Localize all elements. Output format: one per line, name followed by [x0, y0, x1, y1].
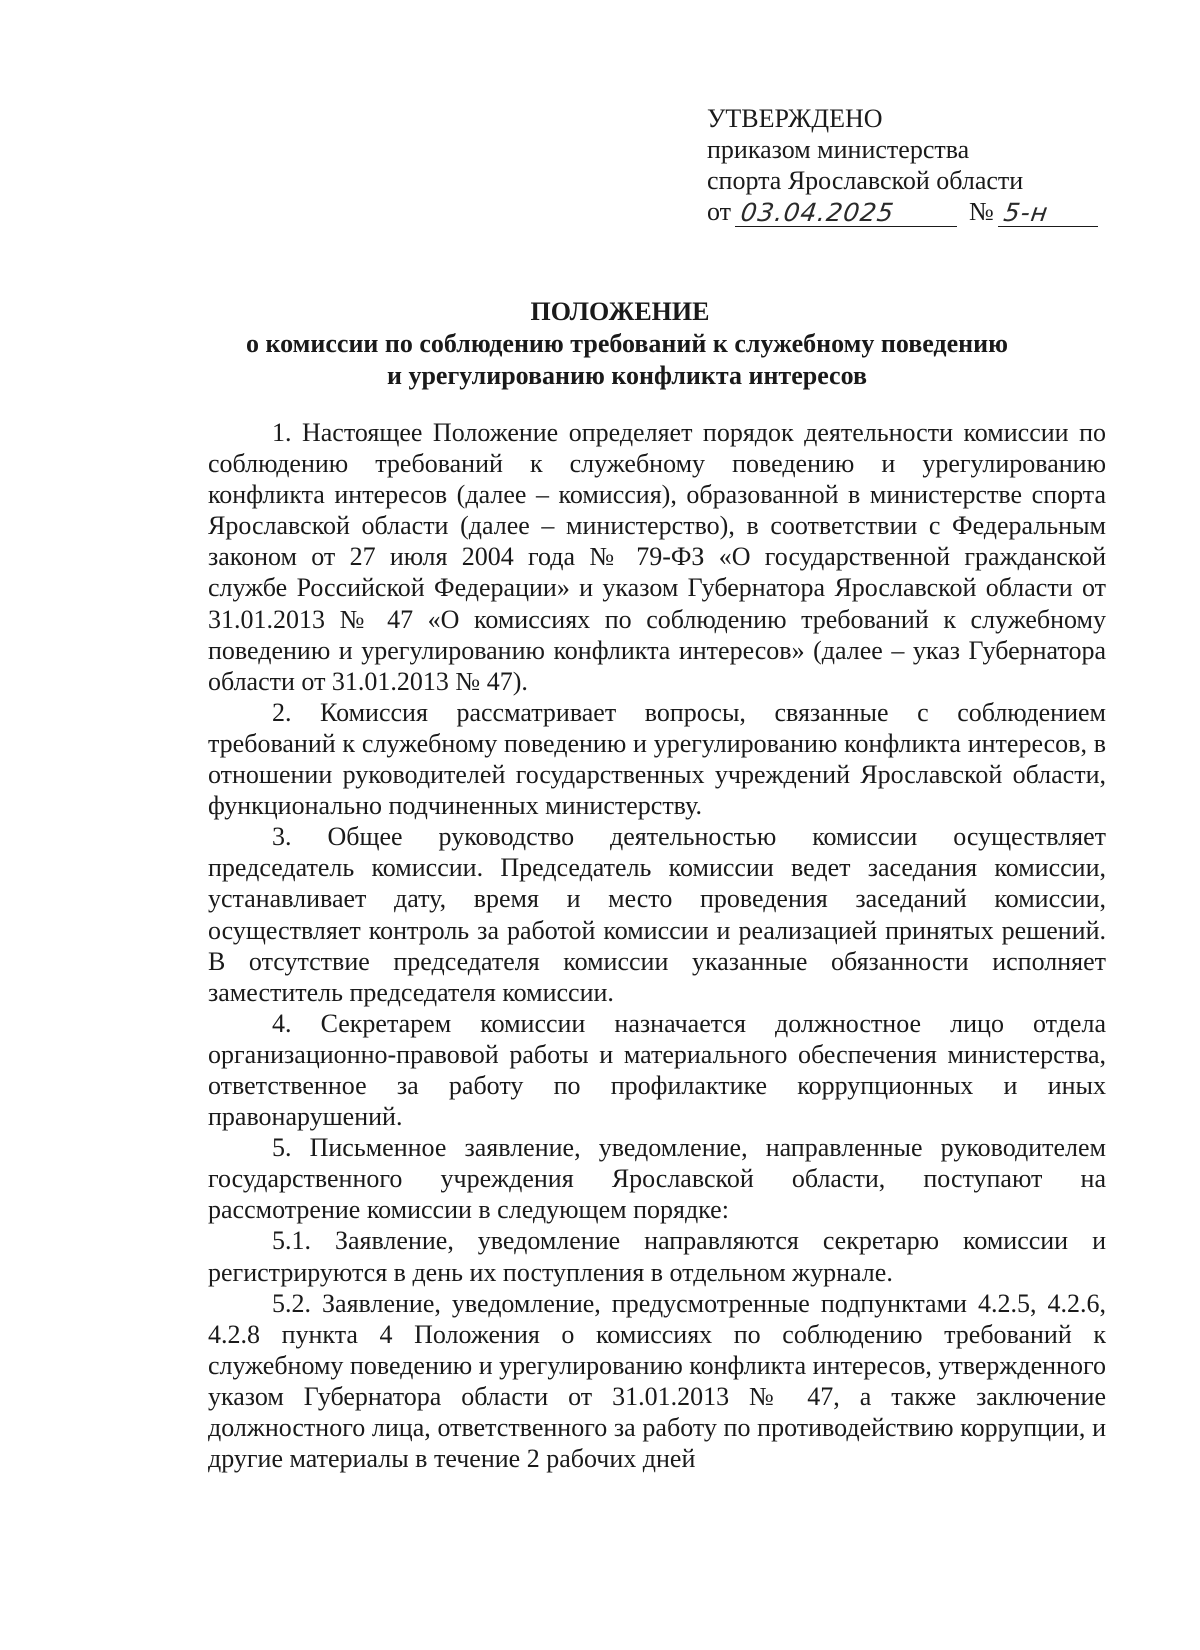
document-body: [208, 417, 1106, 1474]
handwritten-number: 5-н: [1001, 198, 1051, 227]
handwritten-date: 03.04.2025: [738, 198, 897, 227]
title-main: ПОЛОЖЕНИЕ: [530, 297, 710, 326]
paragraph-5-2: 5.2. Заявление, уведомление, предусмотренные подпунктами 4.2.5, 4.2.6, 4.2.8 пункта 4 Положения о комиссиях по соблюдению требований к служебному поведению и урегулированию конфликта интересов, утвержденного указом Губернатора области от 31.01.2013 № 47, а также заключение должностного лица, ответственного за работу по противодействию коррупции, и другие материалы в течение 2 рабочих дней: [208, 1288, 1106, 1474]
paragraph-4: 4. Секретарем комиссии назначается должностное лицо отдела организационно-правовой работы и материального обеспечения министерства, ответственное за работу по профилактике коррупционных и иных правонарушений.: [208, 1008, 1106, 1132]
paragraph-1: 1. Настоящее Положение определяет порядок деятельности комиссии по соблюдению требований к служебному поведению и урегулированию конфликта интересов (далее – комиссия), образованной в министерстве спорта Ярославской области (далее – министерство), в соответствии с Федеральным законом от 27 июля 2004 года № 79-ФЗ «О государственной гражданской службе Российской Федерации» и указом Губернатора Ярославской области от 31.01.2013 № 47 «О комиссиях по соблюдению требований к служебному поведению и урегулированию конфликта интересов» (далее – указ Губернатора области от 31.01.2013 № 47).: [208, 418, 1106, 696]
date-prefix: от: [707, 197, 732, 226]
approval-heading: УТВЕРЖДЕНО: [707, 104, 883, 133]
paragraph-2: 2. Комиссия рассматривает вопросы, связанные с соблюдением требований к служебному поведению и урегулированию конфликта интересов, в отношении руководителей государственных учреждений Ярославской области, функционально подчиненных министерству.: [208, 697, 1106, 821]
document-title: [0, 296, 1200, 392]
date-blank: [735, 200, 957, 227]
number-blank: [998, 200, 1098, 227]
paragraph-5: 5. Письменное заявление, уведомление, направленные руководителем государственного учреждения Ярославской области, поступают на рассмотрение комиссии в следующем порядке:: [208, 1133, 1106, 1225]
approval-line-1: приказом министерства: [707, 135, 970, 164]
approval-block: [707, 103, 1107, 227]
approval-date-number-row: [707, 196, 1107, 227]
title-subtitle-2: и урегулированию конфликта интересов: [386, 361, 867, 390]
paragraph-5-1: 5.1. Заявление, уведомление направляются секретарю комиссии и регистрируются в день их поступления в отдельном журнале.: [208, 1226, 1106, 1287]
paragraph-3: 3. Общее руководство деятельностью комиссии осуществляет председатель комиссии. Председатель комиссии ведет заседания комиссии, устанавливает дату, время и место проведения заседаний комиссии, осуществляет контроль за работой комиссии и реализацией принятых решений. В отсутствие председателя комиссии указанные обязанности исполняет заместитель председателя комиссии.: [208, 822, 1106, 1007]
title-subtitle-1: о комиссии по соблюдению требований к служебному поведению: [246, 329, 1008, 358]
number-prefix: №: [969, 197, 994, 226]
approval-line-2: спорта Ярославской области: [707, 166, 1024, 195]
